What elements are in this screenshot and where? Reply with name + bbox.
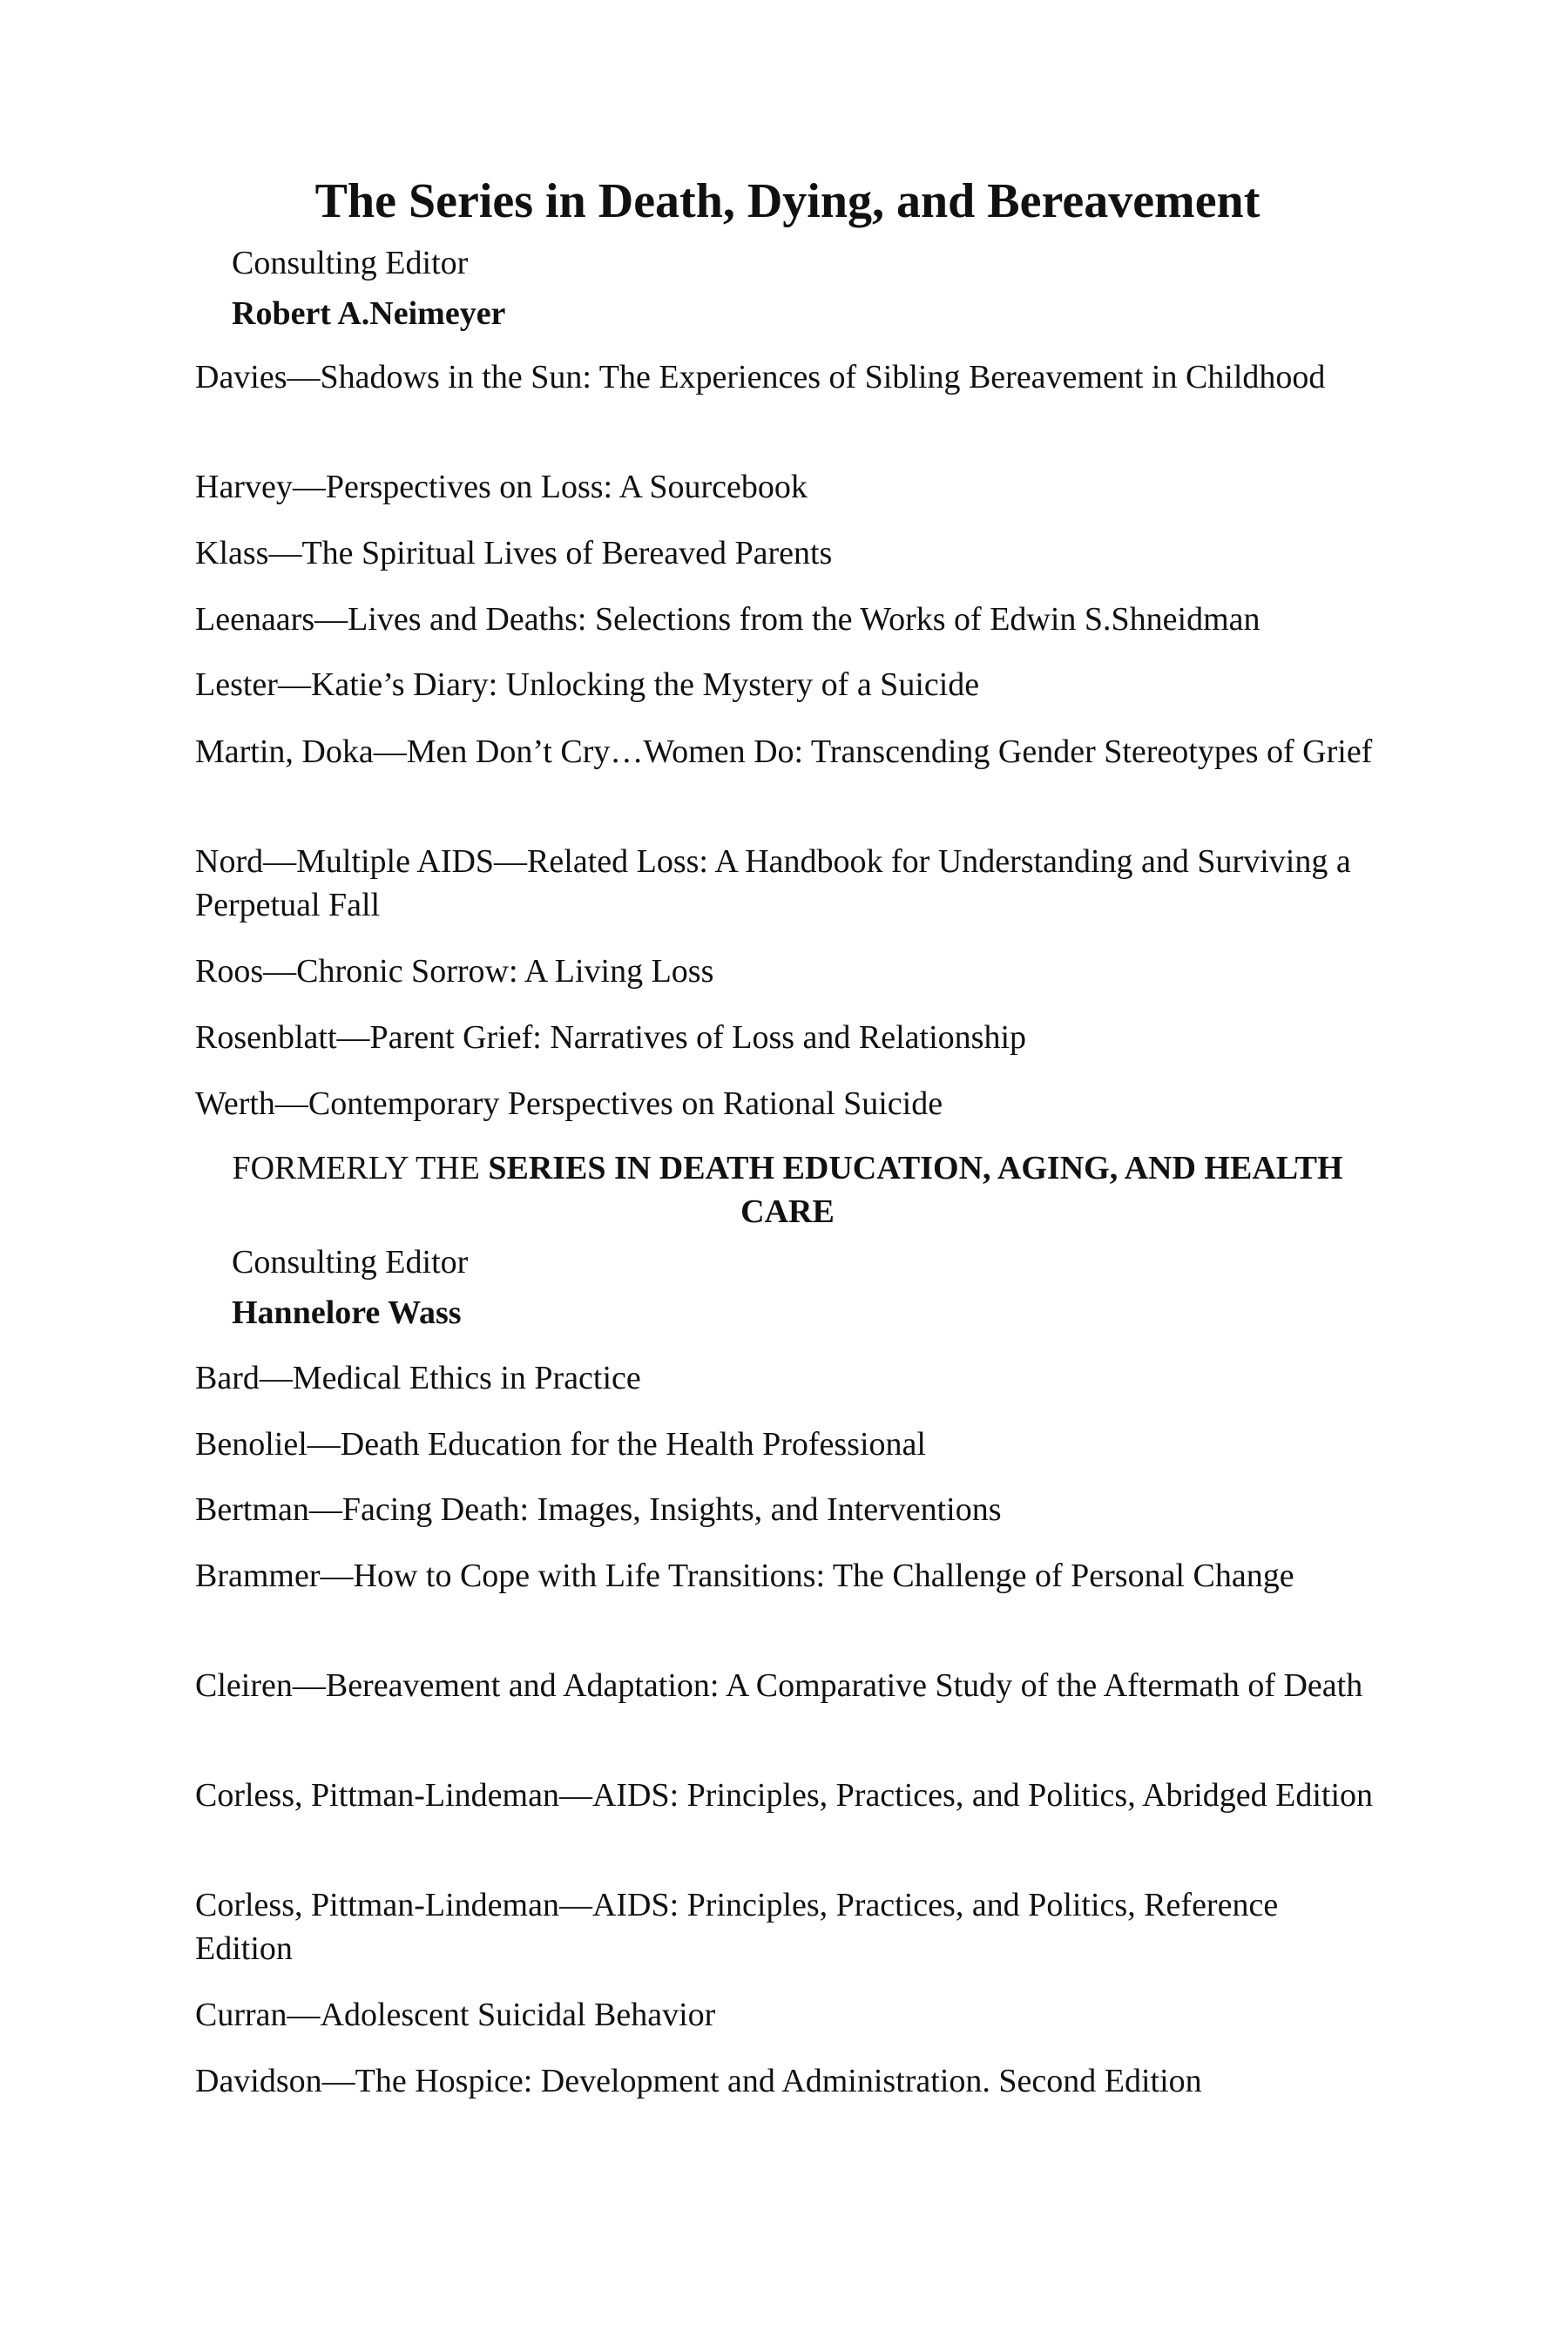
former-series-heading	[195, 1146, 1380, 1233]
former-series-entry: Bard—Medical Ethics in Practice	[195, 1360, 641, 1396]
former-series-entry: Cleiren—Bereavement and Adaptation: A Comparative Study of the Aftermath of Death	[195, 1667, 1363, 1704]
former-series-entry: Benoliel—Death Education for the Health Professional	[195, 1426, 926, 1463]
consulting-editor-label: Consulting Editor	[232, 245, 469, 281]
series-entry: Werth—Contemporary Perspectives on Rational Suicide	[195, 1085, 943, 1122]
series-entry: Klass—The Spiritual Lives of Bereaved Parents	[195, 535, 833, 571]
former-series-entry: Davidson—The Hospice: Development and Administration. Second Edition	[195, 2063, 1202, 2099]
former-series-title: SERIES IN DEATH EDUCATION, AGING, AND HEALTH CARE	[488, 1150, 1343, 1230]
series-entry: Nord—Multiple AIDS—Related Loss: A Handbook for Understanding and Surviving a Perpetual Fall	[195, 843, 1351, 923]
series-entry: Rosenblatt—Parent Grief: Narratives of Loss and Relationship	[195, 1019, 1027, 1056]
series-entry: Leenaars—Lives and Deaths: Selections from the Works of Edwin S.Shneidman	[195, 601, 1260, 638]
series-title: The Series in Death, Dying, and Bereavement	[314, 174, 1260, 228]
former-series-entry: Bertman—Facing Death: Images, Insights, and Interventions	[195, 1491, 1002, 1528]
series-entry: Martin, Doka—Men Don’t Cry…Women Do: Transcending Gender Stereotypes of Grief	[195, 733, 1373, 770]
former-series-entry: Brammer—How to Cope with Life Transitions: The Challenge of Personal Change	[195, 1558, 1294, 1594]
series-entry: Roos—Chronic Sorrow: A Living Loss	[195, 953, 714, 990]
series-entry: Harvey—Perspectives on Loss: A Sourcebook	[195, 469, 808, 505]
former-series-entry: Curran—Adolescent Suicidal Behavior	[195, 1997, 716, 2033]
former-consulting-editor-name: Hannelore Wass	[232, 1294, 462, 1331]
former-consulting-editor-label: Consulting Editor	[232, 1244, 469, 1281]
former-series-entry: Corless, Pittman-Lindeman—AIDS: Principles, Practices, and Politics, Abridged Edition	[195, 1777, 1374, 1814]
former-series-prefix: FORMERLY THE	[232, 1150, 489, 1186]
series-entry: Lester—Katie’s Diary: Unlocking the Mystery of a Suicide	[195, 666, 980, 703]
former-series-entry: Corless, Pittman-Lindeman—AIDS: Principles, Practices, and Politics, Reference Edition	[195, 1887, 1279, 1967]
series-entry: Davies—Shadows in the Sun: The Experiences of Sibling Bereavement in Childhood	[195, 359, 1326, 395]
consulting-editor-name: Robert A.Neimeyer	[232, 295, 506, 332]
